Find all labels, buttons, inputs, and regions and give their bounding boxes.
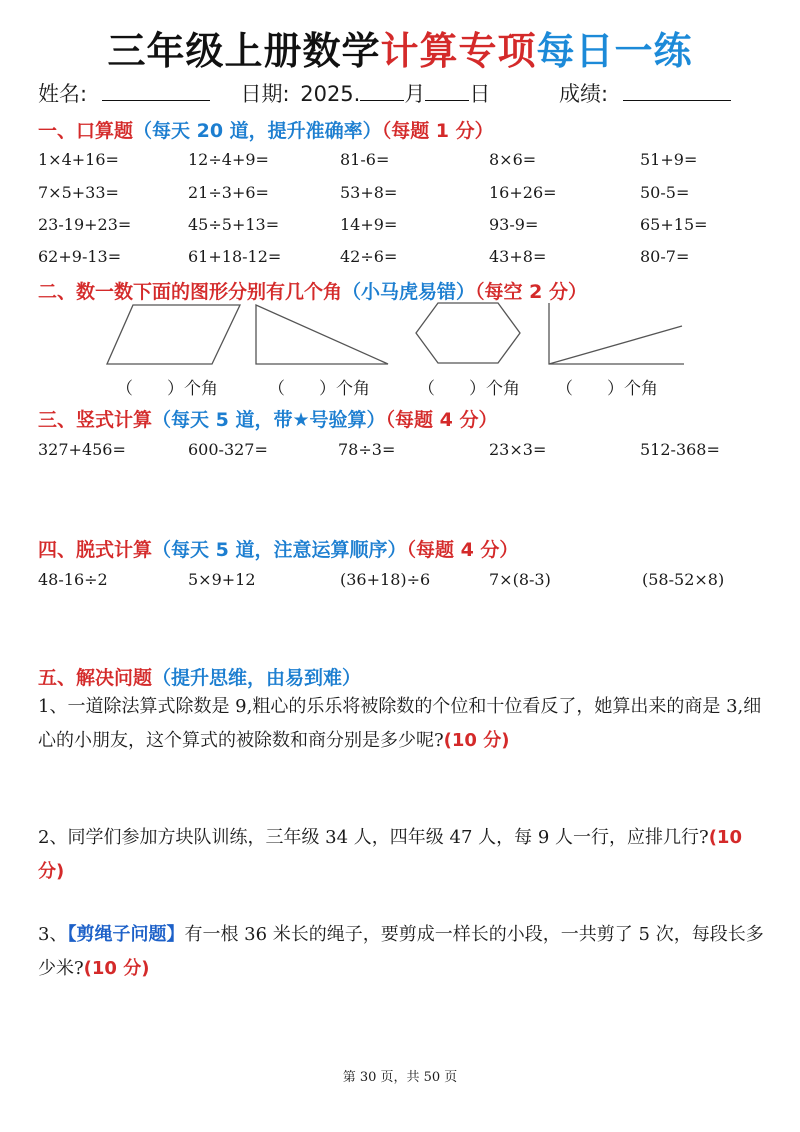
oral-item: 14+9=	[340, 215, 398, 234]
date-month: 月	[404, 82, 426, 106]
vertical-item: 78÷3=	[338, 440, 396, 459]
page-title	[0, 20, 800, 75]
angle-shape	[544, 300, 689, 370]
section3-points: （每题 4 分）	[385, 409, 498, 431]
angle-answer-4[interactable]: （ ）个角	[556, 379, 658, 399]
stepwise-item: 7×(8-3)	[489, 570, 551, 589]
oral-item: 65+15=	[640, 215, 708, 234]
title-daily: 每日一练	[536, 29, 693, 73]
problem-3	[38, 918, 768, 986]
hexagon-shape	[412, 300, 524, 370]
section4-points: （每题 4 分）	[406, 539, 519, 561]
problem-2-text: 2、同学们参加方块队训练，三年级 34 人，四年级 47 人，每 9 人一行，应排几行?	[38, 827, 709, 848]
stepwise-item: 48-16÷2	[38, 570, 108, 589]
stepwise-item: 5×9+12	[188, 570, 256, 589]
problem-1-text: 1、一道除法算式除数是 9,粗心的乐乐将被除数的个位和十位看反了，她算出来的商是 3,细心的小朋友，这个算式的被除数和商分别是多少呢?	[38, 696, 762, 751]
oral-item: 51+9=	[640, 150, 698, 169]
stepwise-calc-row	[38, 570, 778, 590]
vertical-item: 327+456=	[38, 440, 126, 459]
vertical-item: 600-327=	[188, 440, 268, 459]
oral-item: 50-5=	[640, 183, 690, 202]
oral-item: 1×4+16=	[38, 150, 119, 169]
problem-2-points: (10 分)	[38, 827, 742, 882]
oral-row-1	[38, 150, 778, 170]
angle-answer-1[interactable]: （ ）个角	[116, 379, 218, 399]
stepwise-item: (36+18)÷6	[340, 570, 431, 589]
oral-item: 43+8=	[489, 247, 547, 266]
date-label: 日期:	[240, 82, 290, 106]
date-day: 日	[469, 82, 491, 106]
title-grade: 三年级上册数学	[107, 29, 381, 73]
day-blank	[425, 80, 469, 101]
section5-heading	[38, 663, 361, 690]
month-blank	[360, 80, 404, 101]
score-label: 成绩:	[559, 82, 609, 106]
oral-item: 42÷6=	[340, 247, 398, 266]
section4-heading	[38, 535, 518, 562]
right-triangle-shape	[252, 300, 392, 370]
vertical-item: 23×3=	[489, 440, 547, 459]
problem-2	[38, 821, 768, 889]
parallelogram-shape	[105, 300, 245, 370]
oral-item: 21÷3+6=	[188, 183, 269, 202]
section3-note: （每天 5 道，带★号验算）	[152, 409, 386, 431]
section3-title: 三、竖式计算	[38, 409, 153, 431]
section2-points: （每空 2 分）	[475, 281, 587, 303]
oral-item: 8×6=	[489, 150, 537, 169]
oral-item: 93-9=	[489, 215, 539, 234]
oral-item: 62+9-13=	[38, 247, 122, 266]
section3-heading	[38, 405, 497, 432]
problem-1	[38, 690, 768, 758]
oral-item: 16+26=	[489, 183, 557, 202]
problem-1-points: (10 分)	[443, 730, 510, 751]
section1-points: （每题 1 分）	[381, 120, 494, 142]
oral-item: 81-6=	[340, 150, 390, 169]
vertical-item: 512-368=	[640, 440, 720, 459]
name-blank	[102, 80, 210, 101]
stepwise-item: (58-52×8)	[642, 570, 725, 589]
oral-item: 61+18-12=	[188, 247, 282, 266]
title-topic: 计算专项	[380, 29, 537, 73]
section5-note: （提升思维，由易到难）	[152, 667, 362, 689]
section2-note: （小马虎易错）	[342, 281, 476, 303]
section1-title: 一、口算题	[38, 120, 134, 142]
oral-row-3	[38, 215, 778, 235]
shapes-area	[0, 300, 800, 370]
oral-item: 45÷5+13=	[188, 215, 280, 234]
problem-3-tag: 【剪绳子问题】	[67, 924, 185, 945]
section1-note: （每天 20 道，提升准确率）	[133, 120, 382, 142]
name-label: 姓名:	[38, 82, 88, 106]
oral-item: 23-19+23=	[38, 215, 132, 234]
problem-3-text: 有一根 36 米长的绳子，要剪成一样长的小段，一共剪了 5 次，每段长多少米?	[38, 924, 764, 979]
problem-3-points: (10 分)	[83, 958, 150, 979]
oral-item: 80-7=	[640, 247, 690, 266]
score-blank	[623, 80, 731, 101]
date-year: 2025.	[300, 82, 361, 106]
oral-item: 7×5+33=	[38, 183, 119, 202]
section4-note: （每天 5 道，注意运算顺序）	[152, 539, 407, 561]
oral-item: 53+8=	[340, 183, 398, 202]
angle-answer-2[interactable]: （ ）个角	[268, 379, 370, 399]
page-number: 第 30 页，共 50 页	[342, 1070, 458, 1085]
vertical-calc-row	[38, 440, 778, 460]
section1-heading	[38, 116, 494, 143]
oral-row-2	[38, 183, 778, 203]
section4-title: 四、脱式计算	[38, 539, 153, 561]
section2-title: 二、数一数下面的图形分别有几个角	[38, 281, 343, 303]
problem-3-number: 3、	[38, 924, 68, 945]
oral-row-4	[38, 247, 778, 267]
angle-answer-3[interactable]: （ ）个角	[418, 379, 520, 399]
info-line	[38, 78, 731, 108]
section5-title: 五、解决问题	[38, 667, 153, 689]
oral-item: 12÷4+9=	[188, 150, 269, 169]
